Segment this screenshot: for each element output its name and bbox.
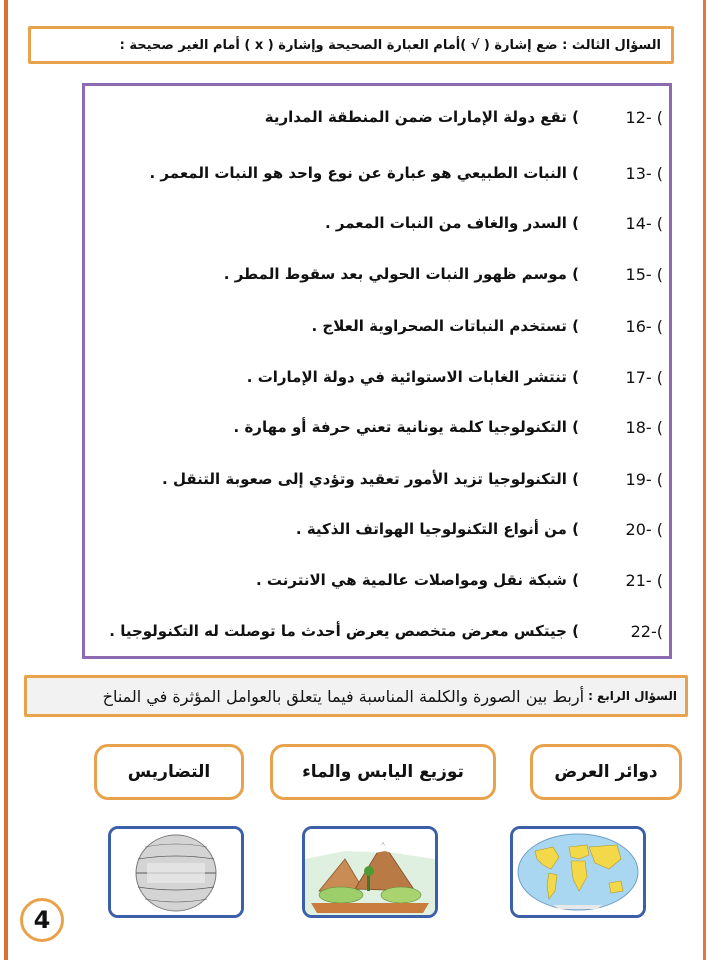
question4-instruction: أربط بين الصورة والكلمة المناسبة فيما يتعلق بالعوامل المؤثرة في المناخ <box>102 686 585 706</box>
statement-number: 19- ( <box>625 469 663 489</box>
statement-text: ) شبكة نقل ومواصلات عالمية هي الانترنت . <box>255 571 579 589</box>
page-left-border <box>4 0 8 960</box>
statement-text: ) التكنولوجيا كلمة يونانية تعني حرفة أو مهارة . <box>233 418 579 436</box>
statement-number: 17- ( <box>625 367 663 387</box>
statement-text: ) السدر والغاف من النبات المعمر . <box>324 214 579 232</box>
world-map-image[interactable] <box>510 826 646 918</box>
question3-instruction-box <box>28 26 674 64</box>
statement-row <box>93 412 663 442</box>
statement-text: ) جيتكس معرض متخصص يعرض أحدث ما توصلت له التكنولوجيا . <box>109 622 579 640</box>
statement-row <box>93 102 663 132</box>
true-false-statements-box <box>82 83 672 659</box>
statement-text: ) تنتشر الغابات الاستوائية في دولة الإمارات . <box>246 368 579 386</box>
question4-label: السؤال الرابع : <box>588 689 677 703</box>
statement-row <box>93 514 663 544</box>
statement-number: 22-( <box>630 621 663 641</box>
choice-label: دوائر العرض <box>554 762 658 782</box>
page-number-badge <box>20 898 64 942</box>
statement-row <box>93 565 663 595</box>
statement-row <box>93 464 663 494</box>
mountain-terrain-image[interactable] <box>302 826 438 918</box>
choice-land-water-distribution[interactable] <box>270 744 496 800</box>
question3-instruction: السؤال الثالث : ضع إشارة ( √ )أمام العبارة الصحيحة وإشارة ( x ) أمام الغير صحيحة : <box>119 37 661 53</box>
statement-number: 13- ( <box>625 163 663 183</box>
statement-row <box>93 311 663 341</box>
choice-terrain[interactable] <box>94 744 244 800</box>
page-right-border <box>703 0 706 960</box>
statement-text: ) تقع دولة الإمارات ضمن المنطقة المدارية <box>264 108 579 126</box>
statement-text: ) النبات الطبيعي هو عبارة عن نوع واحد هو النبات المعمر . <box>149 164 579 182</box>
statement-row <box>93 208 663 238</box>
terrain-graphic <box>305 829 435 915</box>
statement-row <box>93 616 663 646</box>
statement-row <box>93 158 663 188</box>
choice-latitude-circles[interactable] <box>530 744 682 800</box>
statement-number: 20- ( <box>625 519 663 539</box>
statement-number: 18- ( <box>625 417 663 437</box>
statement-number: 12- ( <box>625 107 663 127</box>
statement-number: 15- ( <box>625 264 663 284</box>
statement-row <box>93 259 663 289</box>
question4-instruction-box <box>24 675 688 717</box>
world-map-graphic <box>513 829 643 915</box>
page-number: 4 <box>33 906 51 934</box>
choice-label: توزيع اليابس والماء <box>302 762 464 782</box>
latitude-circles-image[interactable] <box>108 826 244 918</box>
choice-label: التضاريس <box>127 762 211 782</box>
statement-text: ) تستخدم النباتات الصحراوية العلاج . <box>311 317 579 335</box>
latitude-globe-graphic <box>111 829 241 915</box>
statement-number: 14- ( <box>625 213 663 233</box>
statement-text: ) التكنولوجيا تزيد الأمور تعقيد وتؤدي إلى صعوبة التنقل . <box>162 470 579 488</box>
statement-number: 16- ( <box>625 316 663 336</box>
statement-text: ) من أنواع التكنولوجيا الهواتف الذكية . <box>295 520 579 538</box>
statement-text: ) موسم ظهور النبات الحولي بعد سقوط المطر . <box>223 265 579 283</box>
statement-row <box>93 362 663 392</box>
statement-number: 21- ( <box>625 570 663 590</box>
